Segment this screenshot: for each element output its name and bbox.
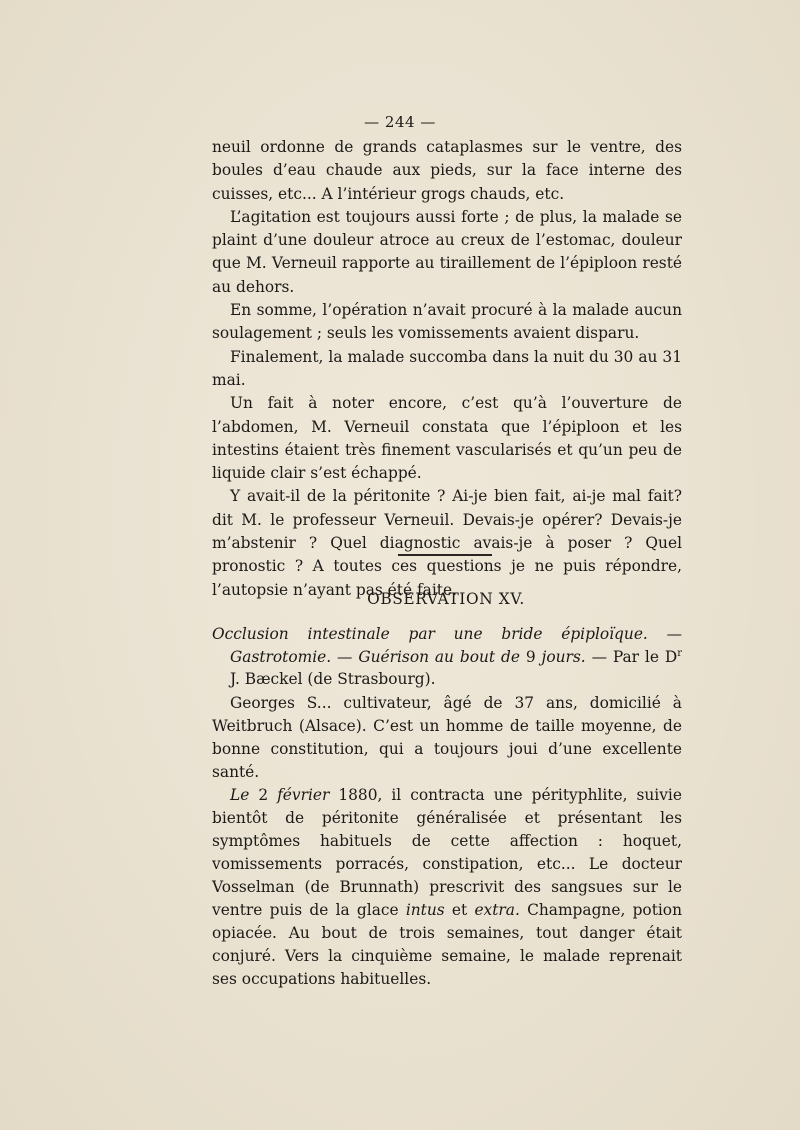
observation-summary [212, 623, 682, 691]
summary-line [212, 623, 682, 691]
summary-days: 9 [525, 647, 536, 666]
extra-word: extra. [474, 901, 520, 919]
observation-paragraph-1: Georges S... cultivateur, âgé de 37 ans, domicilié à Weitbruch (Alsace). C’est un homme de taille moyenne, de bonne constitution, qui a toujours joui d’une excellente santé. [212, 694, 682, 781]
section-divider [398, 554, 492, 556]
summary-author-sup: r [677, 647, 682, 659]
paragraph-2: L’agitation est toujours aussi forte ; de plus, la malade se plaint d’une douleur atroce au creux de l’estomac, douleur que M. Verneuil rapporte au tiraillement de l’épiploon resté au dehors. [212, 207, 682, 296]
paragraph-2b: Champagne, potion opiacée. Au bout de trois semaines, tout danger était conjuré. Vers la cinquième semaine, le malade reprenait ses occupations habituelles. [212, 901, 682, 988]
date-day: 2 [258, 786, 269, 804]
body-text [212, 136, 682, 602]
paragraph-5: Un fait à noter encore, c’est qu’à l’ouverture de l’abdomen, M. Verneuil constata que l’épiploon et les intestins étaient très finement vascularisés et qu’un peu de liquide clair s’est échappé. [212, 394, 682, 483]
paragraph-1: neuil ordonne de grands cataplasmes sur le ventre, des boules d’eau chaude aux pieds, sur la face interne des cuisses, etc... A l’intérieur grogs chauds, etc. [212, 138, 682, 203]
date-month: février [277, 786, 330, 804]
summary-author-pre: — Par le D [591, 647, 678, 666]
date-le: Le [230, 786, 250, 804]
paragraph-2a: 1880, il contracta une pérityphlite, suivie bientôt de péritonite généralisée et présentant les symptômes habituels de cette affection : hoquet, vomissements porracés, constipation, etc... Le docteur Vosselman (de Brunnath) prescrivit des sangsues sur le ventre puis de la glace [212, 786, 682, 919]
intus-word: intus [405, 901, 445, 919]
observation-paragraph-2 [212, 784, 682, 991]
summary-author-post: J. Bæckel (de Strasbourg). [230, 670, 436, 688]
summary-jours: jours. [541, 647, 586, 666]
page-number: — 244 — [364, 113, 436, 131]
observation-text [212, 692, 682, 991]
et-word: et [451, 901, 468, 919]
observation-title: OBSERVATION XV. [367, 590, 525, 608]
summary-italic: Occlusion intestinale par une bride épiploïque. — Gastrotomie. — Guérison au bout de [212, 625, 682, 666]
paragraph-4: Finalement, la malade succomba dans la nuit du 30 au 31 mai. [212, 347, 682, 389]
paragraph-6: Y avait-il de la péritonite ? Ai-je bien fait, ai-je mal fait? dit M. le professeur Verneuil. Devais-je opérer? Devais-je m’abstenir ? Quel diagnostic avais-je à poser ? Quel pronostic ? A toutes ces questions je ne puis répondre, l’autopsie n’ayant pas été faite. [212, 487, 682, 599]
paragraph-3: En somme, l’opération n’avait procuré à la malade aucun soulagement ; seuls les vomissements avaient disparu. [212, 301, 682, 343]
